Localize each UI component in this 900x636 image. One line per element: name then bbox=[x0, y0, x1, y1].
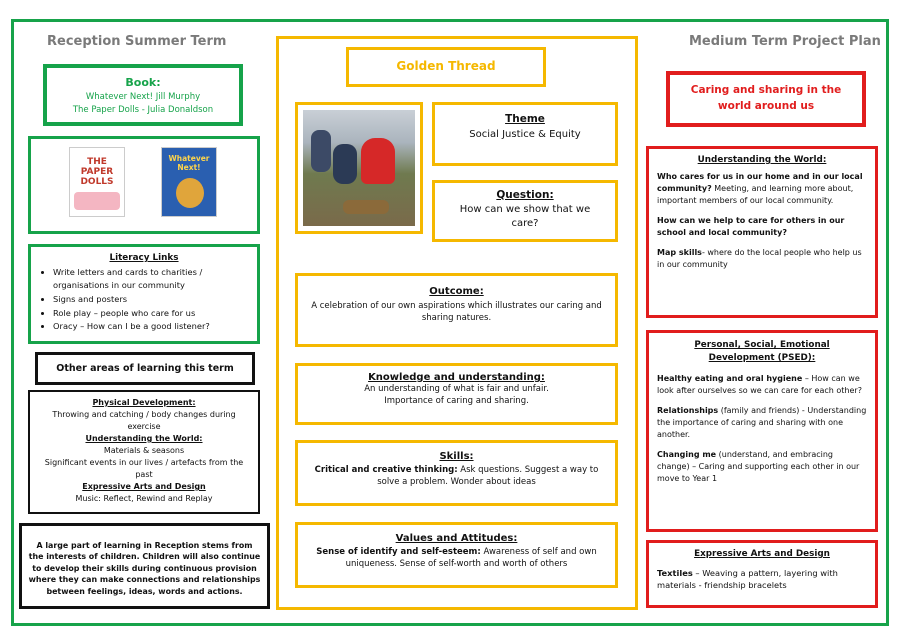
psed-p3-text: (understand, and embracing change) – Caring and supporting each other in our move to Year 1 bbox=[657, 450, 860, 484]
theme-text: Social Justice & Equity bbox=[469, 129, 581, 140]
question-box bbox=[432, 180, 618, 242]
child-background bbox=[311, 130, 331, 172]
skills-body: Ask questions. Suggest a way to solve a problem. Wonder about ideas bbox=[377, 465, 599, 488]
pd-title: Physical Development: bbox=[92, 398, 196, 407]
knowledge-title: Knowledge and understanding: bbox=[368, 372, 545, 383]
ead-box bbox=[646, 540, 878, 608]
outcome-text: A celebration of our own aspirations which illustrates our caring and sharing natures. bbox=[311, 301, 602, 324]
book-covers-box bbox=[28, 136, 260, 234]
psed-p2 bbox=[657, 405, 867, 441]
values-body: Awareness of self and own uniqueness. Sense of self-worth and worth of others bbox=[345, 547, 597, 570]
utw-p2: How can we help to care for others in our school and local community? bbox=[657, 216, 845, 237]
photo-frame bbox=[295, 102, 423, 234]
literacy-item: • Signs and posters bbox=[53, 293, 251, 306]
utw-title: Understanding the World: bbox=[697, 155, 827, 165]
question-title: Question: bbox=[496, 189, 554, 201]
utw-box bbox=[646, 146, 878, 318]
ead-text-left: Music: Reflect, Rewind and Replay bbox=[75, 494, 213, 503]
knowledge-text-1: An understanding of what is fair and unfair. bbox=[364, 384, 549, 394]
ead-body: – Weaving a pattern, layering with materials - friendship bracelets bbox=[657, 568, 838, 591]
whatever-next-cover bbox=[161, 147, 217, 217]
literacy-title: Literacy Links bbox=[109, 253, 179, 263]
question-text: How can we show that we care? bbox=[459, 204, 591, 229]
children-photo bbox=[303, 110, 415, 226]
child-red-coat bbox=[361, 138, 395, 184]
paper-dolls-cover bbox=[69, 147, 125, 217]
child-navy-coat bbox=[333, 144, 357, 184]
psed-p2-text: (family and friends) - Understanding the importance of caring and sharing with one another. bbox=[657, 406, 867, 440]
knowledge-text-2: Importance of caring and sharing. bbox=[384, 396, 529, 407]
values-title: Values and Attitudes: bbox=[395, 533, 518, 544]
book-line-2: The Paper Dolls - Julia Donaldson bbox=[72, 105, 214, 115]
psed-p2-bold: Relationships bbox=[657, 406, 719, 416]
psed-p1 bbox=[657, 373, 867, 397]
paper-dolls-title: THE PAPER DOLLS bbox=[80, 157, 114, 187]
outcome-box bbox=[295, 273, 618, 347]
theme-title: Theme bbox=[505, 113, 545, 125]
other-areas-heading: Other areas of learning this term bbox=[35, 352, 255, 385]
ead-bold: Textiles bbox=[657, 568, 693, 578]
utw-p3 bbox=[657, 247, 867, 271]
utw-p1 bbox=[657, 171, 867, 207]
left-header: Reception Summer Term bbox=[47, 34, 227, 49]
utw-p3-bold: Map skills bbox=[657, 248, 702, 257]
ead-text bbox=[657, 567, 867, 592]
psed-p1-text: – How can we look after ourselves so we can care for each other? bbox=[657, 374, 862, 396]
ead-title: Expressive Arts and Design bbox=[694, 549, 830, 559]
golden-thread-title: Golden Thread bbox=[346, 47, 546, 87]
bear-illustration bbox=[176, 178, 204, 208]
outcome-title: Outcome: bbox=[429, 286, 484, 297]
right-header: Medium Term Project Plan bbox=[689, 34, 881, 49]
psed-p3 bbox=[657, 449, 867, 485]
uw-text-1: Materials & seasons bbox=[103, 446, 185, 455]
whatever-next-title: Whatever Next! bbox=[168, 154, 210, 172]
uw-title: Understanding the World: bbox=[85, 434, 203, 443]
values-bold: Sense of identify and self-esteem: bbox=[316, 547, 481, 557]
skills-bold: Critical and creative thinking: bbox=[314, 465, 458, 475]
values-text bbox=[306, 546, 607, 571]
skills-title: Skills: bbox=[439, 451, 474, 462]
skills-box bbox=[295, 440, 618, 506]
literacy-item: • Write letters and cards to charities / organisations in our community bbox=[53, 266, 251, 292]
book-title: Book: bbox=[125, 76, 161, 89]
book-line-1: Whatever Next! Jill Murphy bbox=[85, 92, 201, 102]
dolls-illustration bbox=[74, 192, 120, 210]
psed-p1-bold: Healthy eating and oral hygiene bbox=[657, 374, 803, 384]
utw-p1-text: Meeting, and learning more about, important members of our local community. bbox=[657, 184, 854, 205]
caring-box: Caring and sharing in the world around us bbox=[666, 71, 866, 127]
pd-text: Throwing and catching / body changes during exercise bbox=[52, 410, 236, 431]
utw-p3-text: - where do the local people who help us in our community bbox=[657, 248, 862, 269]
psed-p3-bold: Changing me bbox=[657, 450, 717, 460]
knowledge-box bbox=[295, 363, 618, 425]
uw-text-2: Significant events in our lives / artefacts from the past bbox=[44, 458, 244, 479]
literacy-item: • Oracy – How can I be a good listener? bbox=[53, 320, 251, 333]
skills-text bbox=[306, 464, 607, 489]
utw-p1-bold: Who cares for us in our home and in our local community? bbox=[657, 172, 863, 193]
book-box bbox=[43, 64, 243, 126]
other-areas-box bbox=[28, 390, 260, 514]
values-box bbox=[295, 522, 618, 588]
ead-title-left: Expressive Arts and Design bbox=[82, 482, 206, 491]
bottom-note: A large part of learning in Reception stems from the interests of children. Children will also continue to develop their skills during continuous provision where they can make connections and relationships between feelings, ideas, words and actions. bbox=[19, 523, 270, 609]
psed-title: Personal, Social, Emotional Development (PSED): bbox=[694, 340, 830, 364]
theme-box bbox=[432, 102, 618, 166]
literacy-box bbox=[28, 244, 260, 344]
literacy-list bbox=[37, 266, 251, 333]
literacy-item: • Role play – people who care for us bbox=[53, 307, 251, 320]
sticks-pile bbox=[343, 200, 389, 214]
psed-box bbox=[646, 330, 878, 532]
